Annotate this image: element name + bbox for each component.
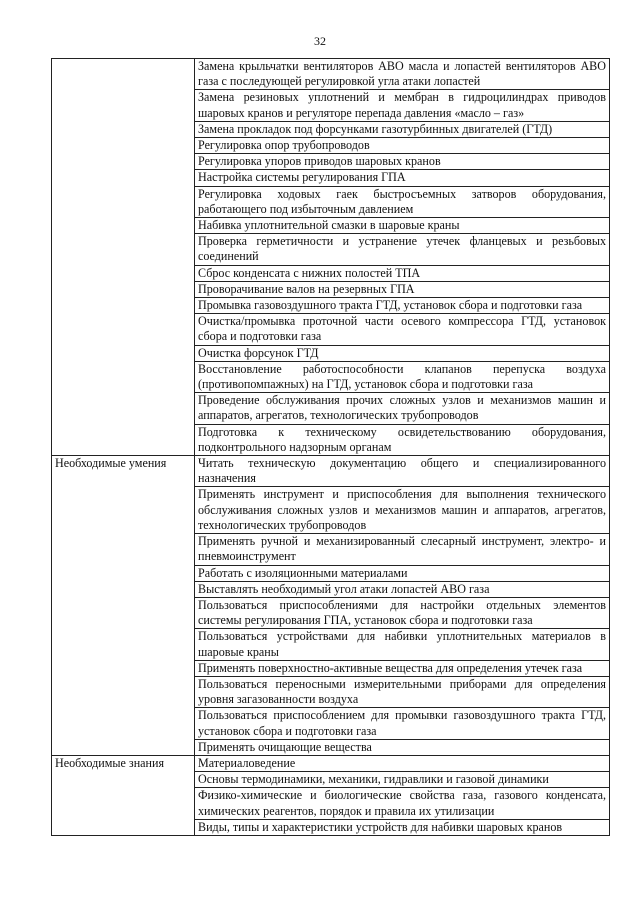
requirement-item: Выставлять необходимый угол атаки лопастей АВО газа <box>195 581 610 597</box>
table-body <box>52 59 610 836</box>
requirement-item: Основы термодинамики, механики, гидравлики и газовой динамики <box>195 772 610 788</box>
requirement-item: Настройка системы регулирования ГПА <box>195 170 610 186</box>
requirement-item: Применять очищающие вещества <box>195 739 610 755</box>
requirement-item: Применять ручной и механизированный слесарный инструмент, электро- и пневмоинструмент <box>195 534 610 565</box>
requirement-item: Пользоваться устройствами для набивки уплотнительных материалов в шаровые краны <box>195 629 610 660</box>
requirement-item: Замена крыльчатки вентиляторов АВО масла и лопастей вентиляторов АВО газа с последующей регулировкой угла атаки лопастей <box>195 59 610 90</box>
table-row <box>52 755 610 771</box>
requirement-item: Пользоваться приспособлением для промывки газовоздушного тракта ГТД, установок сбора и подготовки газа <box>195 708 610 739</box>
section-heading <box>52 59 195 456</box>
table-row <box>52 59 610 90</box>
requirement-item: Очистка форсунок ГТД <box>195 345 610 361</box>
requirement-item: Очистка/промывка проточной части осевого компрессора ГТД, установок сбора и подготовки газа <box>195 314 610 345</box>
requirement-item: Набивка уплотнительной смазки в шаровые краны <box>195 218 610 234</box>
requirement-item: Проведение обслуживания прочих сложных узлов и механизмов машин и аппаратов, агрегатов, технологических трубопроводов <box>195 393 610 424</box>
requirement-item: Применять поверхностно-активные вещества для определения утечек газа <box>195 660 610 676</box>
requirement-item: Регулировка опор трубопроводов <box>195 138 610 154</box>
requirement-item: Замена резиновых уплотнений и мембран в гидроцилиндрах приводов шаровых кранов и регуляторе перепада давления «масло – газ» <box>195 90 610 121</box>
requirement-item: Сброс конденсата с нижних полостей ТПА <box>195 265 610 281</box>
requirement-item: Работать с изоляционными материалами <box>195 565 610 581</box>
requirement-item: Материаловедение <box>195 755 610 771</box>
page-number: 32 <box>314 34 326 48</box>
section-heading: Необходимые умения <box>52 456 195 756</box>
requirement-item: Подготовка к техническому освидетельствованию оборудования, подконтрольного надзорным органам <box>195 424 610 455</box>
section-heading: Необходимые знания <box>52 755 195 835</box>
requirement-item: Пользоваться приспособлениями для настройки отдельных элементов системы регулирования ГПА, установок сбора и подготовки газа <box>195 597 610 628</box>
requirement-item: Замена прокладок под форсунками газотурбинных двигателей (ГТД) <box>195 121 610 137</box>
requirement-item: Виды, типы и характеристики устройств для набивки шаровых кранов <box>195 819 610 835</box>
requirement-item: Применять инструмент и приспособления для выполнения технического обслуживания сложных узлов и механизмов машин и аппаратов, агрегатов, технологических трубопроводов <box>195 487 610 534</box>
requirement-item: Физико-химические и биологические свойства газа, газового конденсата, химических реагентов, порядок и правила их утилизации <box>195 788 610 819</box>
requirement-item: Регулировка упоров приводов шаровых кранов <box>195 154 610 170</box>
requirement-item: Восстановление работоспособности клапанов перепуска воздуха (противопомпажных) на ГТД, установок сбора и подготовки газа <box>195 361 610 392</box>
requirement-item: Проверка герметичности и устранение утечек фланцевых и резьбовых соединений <box>195 234 610 265</box>
requirement-item: Промывка газовоздушного тракта ГТД, установок сбора и подготовки газа <box>195 298 610 314</box>
requirements-table <box>51 58 610 836</box>
requirement-item: Читать техническую документацию общего и специализированного назначения <box>195 456 610 487</box>
requirement-item: Проворачивание валов на резервных ГПА <box>195 281 610 297</box>
requirement-item: Регулировка ходовых гаек быстросъемных затворов оборудования, работающего под избыточным давлением <box>195 186 610 217</box>
requirement-item: Пользоваться переносными измерительными приборами для определения уровня загазованности воздуха <box>195 676 610 707</box>
table-row <box>52 456 610 487</box>
